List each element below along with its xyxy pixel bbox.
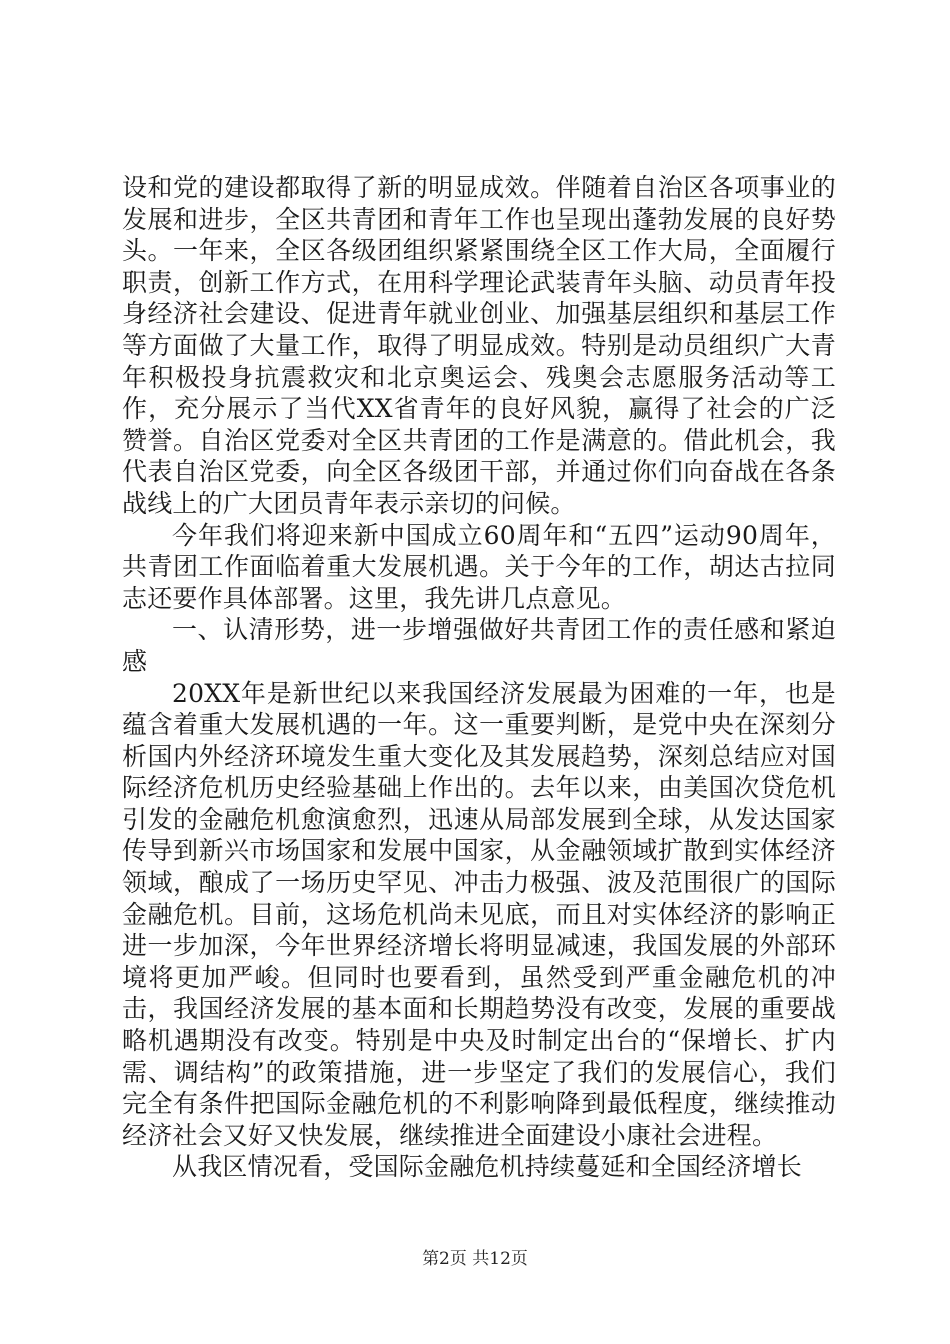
paragraph-3: 20XX年是新世纪以来我国经济发展最为困难的一年，也是蕴含着重大发展机遇的一年。这一重要判断，是党中央在深刻分析国内外经济环境发生重大变化及其发展趋势，深刻总结应对国际经济危机历史经验基础上作出的。去年以来，由美国次贷危机引发的金融危机愈演愈烈，迅速从局部发展到全球，从发达国家传导到新兴市场国家和发展中国家，从金融领域扩散到实体经济领域，酿成了一场历史罕见、冲击力极强、波及范围很广的国际金融危机。目前，这场危机尚未见底，而且对实体经济的影响正进一步加深，今年世界经济增长将明显减速，我国发展的外部环境将更加严峻。但同时也要看到，虽然受到严重金融危机的冲击，我国经济发展的基本面和长期趋势没有改变，发展的重要战略机遇期没有改变。特别是中央及时制定出台的“保增长、扩内需、调结构”的政策措施，进一步坚定了我们的发展信心，我们完全有条件把国际金融危机的不利影响降到最低程度，继续推动经济社会又好又快发展，继续推进全面建设小康社会进程。: [122, 678, 836, 1150]
document-body: [122, 172, 836, 1183]
paragraph-2: 今年我们将迎来新中国成立60周年和“五四”运动90周年，共青团工作面临着重大发展机遇。关于今年的工作，胡达古拉同志还要作具体部署。这里，我先讲几点意见。: [122, 520, 836, 613]
page-footer: 第2页 共12页: [422, 1249, 528, 1269]
paragraph-1: 设和党的建设都取得了新的明显成效。伴随着自治区各项事业的发展和进步，全区共青团和青年工作也呈现出蓬勃发展的良好势头。一年来，全区各级团组织紧紧围绕全区工作大局，全面履行职责，创新工作方式，在用科学理论武装青年头脑、动员青年投身经济社会建设、促进青年就业创业、加强基层组织和基层工作等方面做了大量工作，取得了明显成效。特别是动员组织广大青年积极投身抗震救灾和北京奥运会、残奥会志愿服务活动等工作，充分展示了当代XX省青年的良好风貌，赢得了社会的广泛赞誉。自治区党委对全区共青团的工作是满意的。借此机会，我代表自治区党委，向全区各级团干部，并通过你们向奋战在各条战线上的广大团员青年表示亲切的问候。: [122, 173, 836, 518]
paragraph-4: 从我区情况看，受国际金融危机持续蔓延和全国经济增长: [172, 1152, 803, 1182]
section-heading: 一、认清形势，进一步增强做好共青团工作的责任感和紧迫感: [122, 615, 836, 676]
